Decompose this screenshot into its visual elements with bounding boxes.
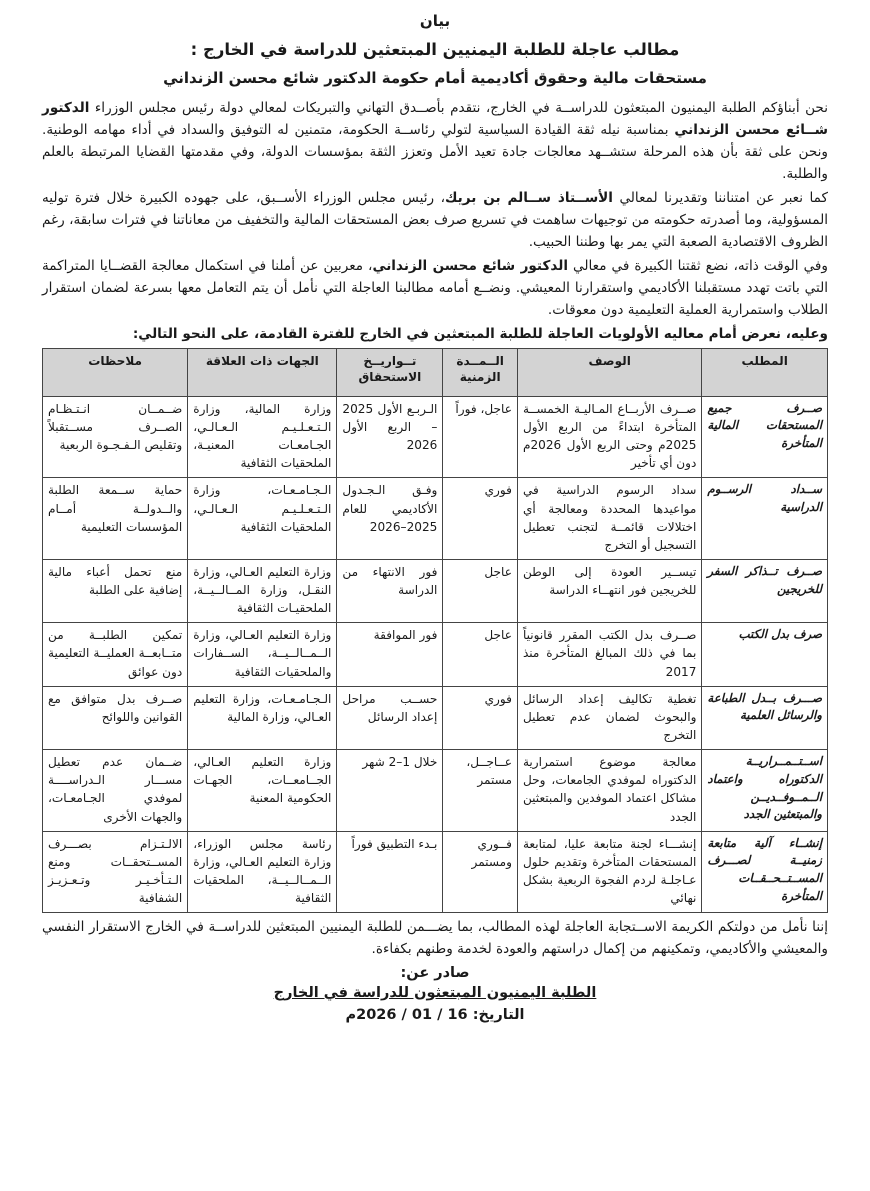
- cell-r4-c3: عاجل: [443, 623, 518, 686]
- table-intro-wrap: [42, 323, 828, 345]
- table-row: [43, 478, 828, 560]
- document-header: [42, 12, 828, 87]
- text-segment: بمناسبة نيله ثقة القيادة السياسية لتولي رئاســة الحكومة، متمنين له التوفيق والسداد في أداء مهامه الوطنية. ونحن على ثقة بأن هذه المرحلة ستشــهد معالجات جادة تعيد الأمل وتعزز الثقة بمؤسسات الدولة، وفي مقدمتها القضايا المرتبطة بالعلم والطلبة.: [42, 122, 828, 183]
- table-row: [43, 831, 828, 913]
- cell-r5-c3: فوري: [443, 686, 518, 749]
- bold-name-segment: الدكتور شائع محسن الزنداني: [372, 258, 569, 275]
- cell-r3-c5: وزارة التعليم العـالي، وزارة النقـل، وزارة المــالــيــة، الملحقيـات الثقافية: [188, 559, 337, 622]
- document-kicker: بيان: [419, 12, 451, 30]
- table-row: [43, 750, 828, 832]
- demands-table-head: [43, 349, 828, 397]
- document-title: مطالب عاجلة للطلبة اليمنيين المبتعثين للدراسة في الخارج :: [190, 40, 680, 59]
- text-segment: وفي الوقت ذاته، نضع ثقتنا الكبيرة في معالي: [568, 258, 828, 275]
- cell-r4-c4: فور الموافقة: [337, 623, 443, 686]
- intro-paragraphs: [42, 97, 828, 321]
- column-header-1: المطلب: [702, 349, 828, 397]
- cell-r3-c4: فور الانتهاء من الدراسة: [337, 559, 443, 622]
- demands-table: [42, 348, 828, 913]
- cell-r6-c4: خلال 1–2 شهر: [337, 750, 443, 832]
- document-subtitle: مستحقات مالية وحقوق أكاديمية أمام حكومة الدكتور شائع محسن الزنداني: [163, 69, 707, 87]
- column-header-4: تــواريــخ الاستحقاق: [337, 349, 443, 397]
- cell-r4-c2: صــرف بدل الكتب المقرر قانونياً بما في ذلك المبالغ المتأخرة منذ 2017: [517, 623, 701, 686]
- text-segment: ، معربين عن أملنا في استكمال معالجة القضــايا المتراكمة التي باتت تهدد مستقبلنا الأكاديمي واستقرارنا المعيشي. ونضــع أمامه مطالبنا العاجلة التي نأمل أن يتم التعامل معها بسرعة لضمان استقرار الطلاب واستمرارية العملية التعليمية دون معوقات.: [42, 258, 828, 319]
- cell-r1-c4: الـربـع الأول 2025 – الربع الأول 2026: [337, 396, 443, 478]
- closing-paragraph: إننا نأمل من دولتكم الكريمة الاســتجابة العاجلة لهذه المطالب، بما يضـــمن للطلبة اليمنيين المبتعثين للدراســة في الخارج الاستقرار النفسي والمعيشي والأكاديمي، وتمكينهم من إكمال دراستهم والعودة لخدمة وطنهم بكفاءة.: [42, 919, 828, 958]
- cell-r5-c6: صــرف بدل متوافق مع القوانين واللوائح: [43, 686, 188, 749]
- cell-r2-c4: وفـق الـجـدول الأكاديمي للعام 2025–2026: [337, 478, 443, 560]
- bold-name-segment: الدكتور شــائع محسن الزنداني: [42, 100, 829, 139]
- paragraph-1: [42, 97, 828, 185]
- cell-r1-c2: صــرف الأربــاع المـاليـة الخمســة المتأخرة ابتداءً من الربع الأول 2025م وحتى الربع الأول 2026م دون أي تأخير: [517, 396, 701, 478]
- cell-r7-c6: الالـتـزام بصـــرف المســتحقــات ومنع الـتـأخـيـر وتـعـزيـز الشفافية: [43, 831, 188, 913]
- cell-r7-c1: إنشــاء آلية متابعة زمنيــة لصـــرف المســتــحــقــات المتأخرة: [702, 831, 828, 913]
- cell-r2-c3: فوري: [443, 478, 518, 560]
- demands-table-body: [43, 396, 828, 913]
- table-row: [43, 686, 828, 749]
- table-row: [43, 396, 828, 478]
- cell-r2-c6: حماية ســمعة الطلبة والــدولــة أمــام المؤسسات التعليمية: [43, 478, 188, 560]
- issuer-name: الطلبة اليمنيون المبتعثون للدراسة في الخارج: [273, 984, 597, 1001]
- table-row: [43, 559, 828, 622]
- cell-r1-c1: صــرف جميع المستحقات المالية المتأخرة: [702, 396, 828, 478]
- cell-r5-c5: الـجـامـعـات، وزارة التعليم العـالي، وزارة المالية: [188, 686, 337, 749]
- cell-r2-c5: الـجـامـعـات، وزارة الـتـعـلـيـم الـعـالـي، الملحقيات الثقافية: [188, 478, 337, 560]
- cell-r3-c1: صــرف تــذاكر السفر للخريجين: [702, 559, 828, 622]
- table-header-row: [43, 349, 828, 397]
- cell-r6-c6: ضــمان عدم تعطيل مســـار الـدراســــة لموفدي الجـامعـات، والجهات الأخرى: [43, 750, 188, 832]
- cell-r1-c6: ضــمــان انـتـظـام الصــرف مســتقبلاً وتقليص الـفـجـوة الربعية: [43, 396, 188, 478]
- cell-r2-c2: سداد الرسوم الدراسية في مواعيدها المحددة ومعالجة أي اختلالات قائمــة لتجنب تعطيل التسجيل أو التخرج: [517, 478, 701, 560]
- cell-r6-c1: اســتــمــراريــة الدكتوراه واعتماد الــمــوفــديــن والمبتعثين الجدد: [702, 750, 828, 832]
- cell-r4-c5: وزارة التعليم العـالي، وزارة الــمــالــيــة، الســفارات والملحقيات الثقافية: [188, 623, 337, 686]
- cell-r3-c2: تيســير العودة إلى الوطن للخريجين فور انتهــاء الدراسة: [517, 559, 701, 622]
- cell-r6-c5: وزارة التعليم العـالي، الجــامعــات، الجهـات الحكومية المعنية: [188, 750, 337, 832]
- date-line: التاريخ: 16 / 01 / 2026م: [345, 1006, 525, 1023]
- paragraph-3: [42, 255, 828, 321]
- cell-r5-c4: حســب مراحل إعداد الرسائل: [337, 686, 443, 749]
- bold-name-segment: الأســتاذ ســالم بن بريك: [444, 190, 613, 207]
- cell-r2-c1: ســداد الرســوم الدراسية: [702, 478, 828, 560]
- cell-r1-c3: عاجل، فوراً: [443, 396, 518, 478]
- issued-by-label: صادر عن:: [400, 964, 470, 981]
- cell-r7-c4: بـدء التطبيق فوراً: [337, 831, 443, 913]
- cell-r7-c3: فــوري ومستمر: [443, 831, 518, 913]
- table-intro-line: وعليه، نعرض أمام معاليه الأولويات العاجلة للطلبة المبتعثين في الخارج للفترة القادمة، على النحو التالي:: [132, 326, 828, 343]
- cell-r3-c6: منع تحمل أعباء مالية إضافية على الطلبة: [43, 559, 188, 622]
- text-segment: ، رئيس مجلس الوزراء الأســبق، على جهوده الكبيرة خلال فترة توليه المسؤولية، وما أصدرته حكومته من توجيهات ساهمت في تسريع صرف بعض المستحقات المالية والتخفيف من معاناتنا في فترات سابقة، رغم الظروف الاقتصادية الصعبة التي يمر بها وطننا الحبيب.: [42, 190, 828, 251]
- table-row: [43, 623, 828, 686]
- document-footer: [42, 965, 828, 1023]
- text-segment: كما نعبر عن امتناننا وتقديرنا لمعالي: [612, 190, 828, 207]
- cell-r7-c5: رئاسة مجلس الوزراء، وزارة التعليم العـالي، وزارة الــمــالــيــة، الملحقيات الثقافية: [188, 831, 337, 913]
- column-header-2: الوصف: [517, 349, 701, 397]
- cell-r5-c1: صـــرف بــدل الطباعة والرسائل العلمية: [702, 686, 828, 749]
- cell-r5-c2: تغطية تكاليف إعداد الرسائل والبحوث لضمان عدم تعطيل التخرج: [517, 686, 701, 749]
- paragraph-2: [42, 187, 828, 253]
- cell-r6-c3: عــاجــل، مستمر: [443, 750, 518, 832]
- cell-r4-c1: صرف بدل الكتب: [702, 623, 828, 686]
- cell-r3-c3: عاجل: [443, 559, 518, 622]
- cell-r7-c2: إنشـــاء لجنة متابعة عليا، لمتابعة المستحقات المتأخرة وتقديم حلول عـاجلـة لردم الفجوة الربعية بشكل نهائي: [517, 831, 701, 913]
- cell-r6-c2: معالجة موضوع استمرارية الدكتوراه لموفدي الجامعات، وحل مشاكل اعتماد الموفدين والمبتعثين الجدد: [517, 750, 701, 832]
- column-header-6: ملاحظات: [43, 349, 188, 397]
- cell-r1-c5: وزارة المالية، وزارة الـتـعـلـيـم الـعـالـي، الجـامعـات المعنيـة، الملحقيات الثقافية: [188, 396, 337, 478]
- cell-r4-c6: تمكين الطلبــة من متــابعــة العمليــة التعليمية دون عوائق: [43, 623, 188, 686]
- column-header-5: الجهات ذات العلاقة: [188, 349, 337, 397]
- column-header-3: الــمــدة الزمنية: [443, 349, 518, 397]
- text-segment: نحن أبناؤكم الطلبة اليمنيون المبتعثون للدراســة في الخارج، نتقدم بأصــدق التهاني والتبريكات لمعالي دولة رئيس مجلس الوزراء: [89, 100, 828, 116]
